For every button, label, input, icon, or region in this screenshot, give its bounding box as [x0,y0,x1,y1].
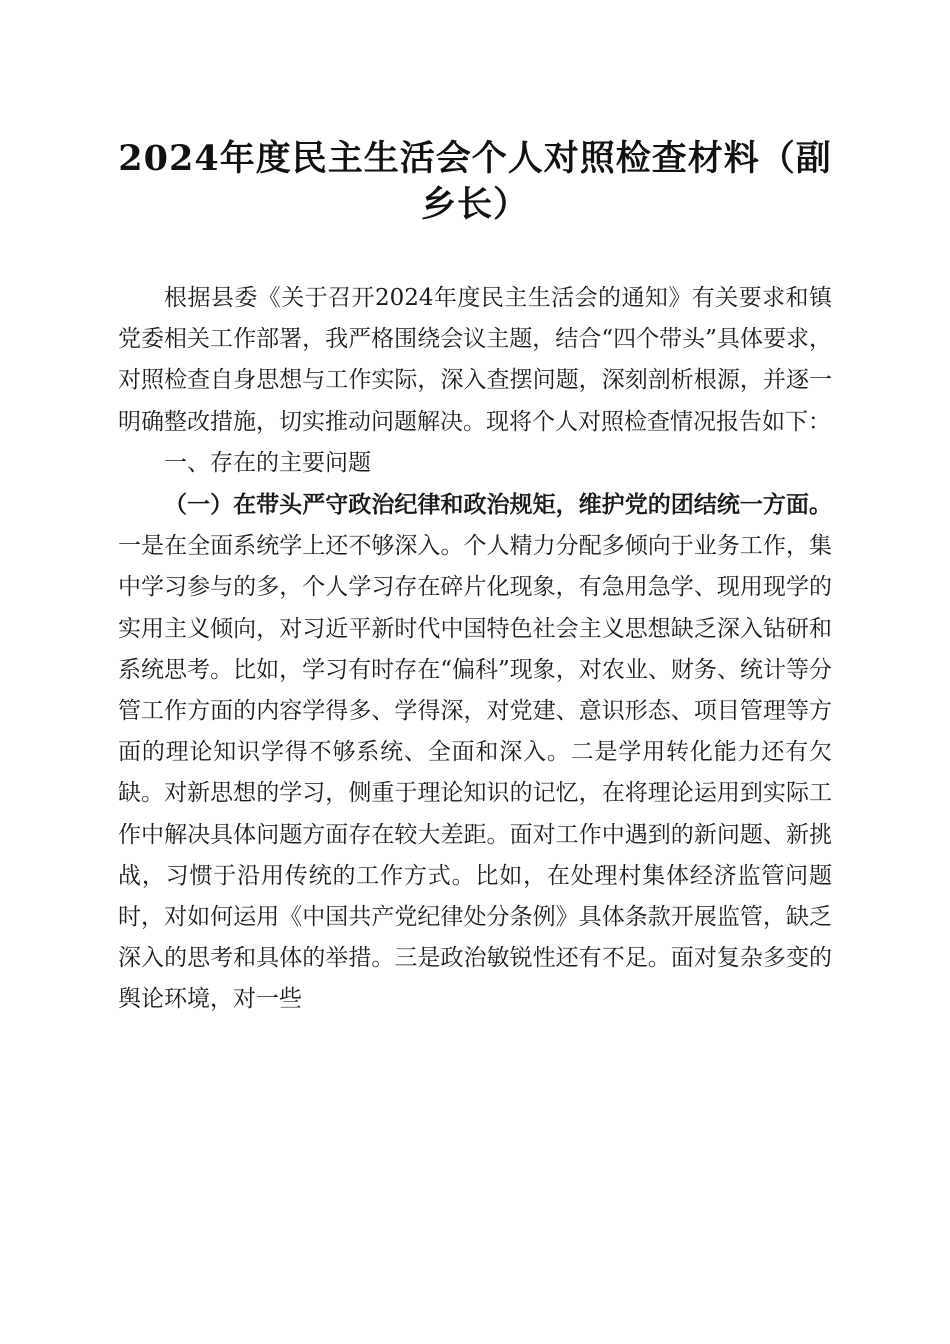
subsection-heading: （一）在带头严守政治纪律和政治规矩，维护党的团结统一方面。 [164,491,832,519]
document-body [118,278,832,1021]
section-heading: 一、存在的主要问题 [164,449,371,476]
intro-paragraph: 根据县委《关于召开2024年度民主生活会的通知》有关要求和镇党委相关工作部署，我严格围绕会议主题，结合“四个带头”具体要求，对照检查自身思想与工作实际，深入查摆问题，深刻剖析根源，并逐一明确整改措施，切实推动问题解决。现将个人对照检查情况报告如下： [118,285,832,435]
subsection-body: 一是在全面系统学上还不够深入。个人精力分配多倾向于业务工作，集中学习参与的多，个人学习存在碎片化现象，有急用急学、现用现学的实用主义倾向，对习近平新时代中国特色社会主义思想缺乏深入钻研和系统思考。比如，学习有时存在“偏科”现象，对农业、财务、统计等分管工作方面的内容学得多、学得深，对党建、意识形态、项目管理等方面的理论知识学得不够系统、全面和深入。二是学用转化能力还有欠缺。对新思想的学习，侧重于理论知识的记忆，在将理论运用到实际工作中解决具体问题方面存在较大差距。面对工作中遇到的新问题、新挑战，习惯于沿用传统的工作方式。比如，在处理村集体经济监管问题时，对如何运用《中国共产党纪律处分条例》具体条款开展监管，缺乏深入的思考和具体的举措。三是政治敏锐性还有不足。面对复杂多变的舆论环境，对一些 [118,533,832,1013]
document-title: 2024年度民主生活会个人对照检查材料（副乡长） [118,138,832,225]
subsection-paragraph [118,484,832,1021]
